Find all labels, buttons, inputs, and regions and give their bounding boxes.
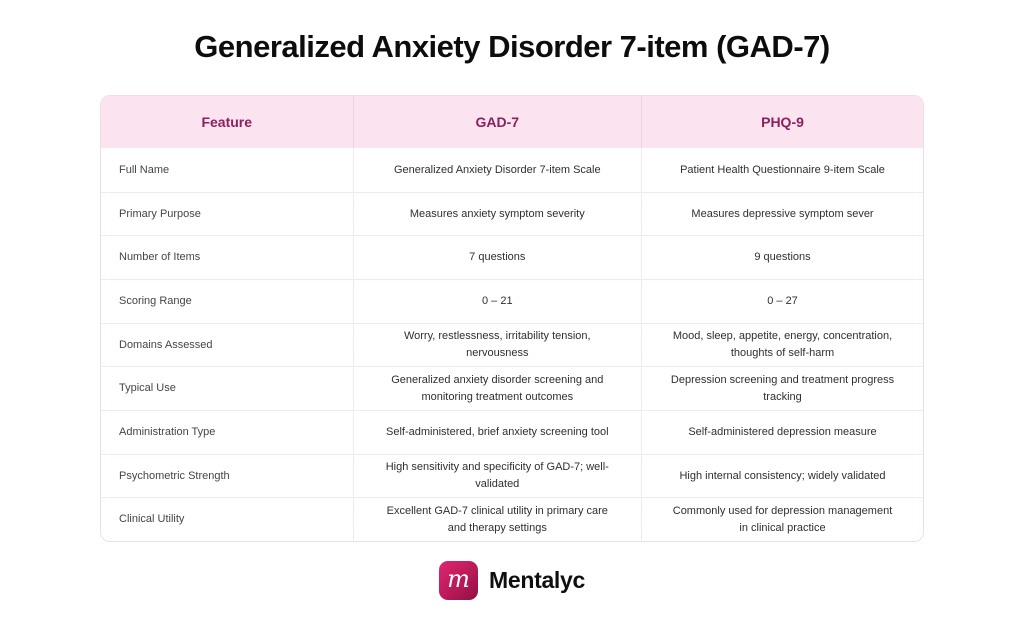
table-row [101, 497, 923, 541]
phq9-cell: 9 questions [641, 236, 923, 279]
row-label-cell: Scoring Range [119, 295, 192, 308]
row-label-cell: Full Name [119, 163, 170, 176]
column-header-feature: Feature [201, 114, 253, 130]
phq9-cell: 0 – 27 [641, 280, 923, 323]
page-title: Generalized Anxiety Disorder 7-item (GAD-7) [194, 29, 830, 64]
phq9-cell: Commonly used for depression management in clinical practice [641, 498, 923, 541]
row-label-cell: Administration Type [119, 426, 216, 439]
gad7-cell: Worry, restlessness, irritability tension, nervousness [353, 324, 642, 367]
gad7-cell: Self-administered, brief anxiety screening tool [353, 411, 642, 454]
gad7-cell: Generalized Anxiety Disorder 7-item Scale [353, 148, 642, 192]
table-row [101, 323, 923, 367]
row-label-cell: Psychometric Strength [119, 469, 230, 482]
gad7-cell: Measures anxiety symptom severity [353, 193, 642, 236]
table-header-row [101, 96, 923, 148]
row-label-cell: Primary Purpose [119, 207, 201, 220]
phq9-cell: Mood, sleep, appetite, energy, concentration, thoughts of self-harm [641, 324, 923, 367]
table-row [101, 454, 923, 498]
column-header-gad7: GAD-7 [353, 96, 642, 148]
gad7-cell: Generalized anxiety disorder screening and monitoring treatment outcomes [353, 367, 642, 410]
phq9-cell: High internal consistency; widely validated [641, 455, 923, 498]
gad7-cell: Excellent GAD-7 clinical utility in primary care and therapy settings [353, 498, 642, 541]
mentalyc-logo-icon [439, 561, 478, 600]
table-row [101, 235, 923, 279]
brand-name: Mentalyc [488, 567, 586, 593]
footer-brand [0, 561, 1024, 600]
table-row [101, 279, 923, 323]
gad7-cell: 0 – 21 [353, 280, 642, 323]
row-label-cell: Typical Use [119, 382, 176, 395]
phq9-cell: Measures depressive symptom sever [641, 193, 923, 236]
table-row [101, 366, 923, 410]
table-row [101, 192, 923, 236]
row-label-cell: Domains Assessed [119, 338, 213, 351]
gad7-cell: High sensitivity and specificity of GAD-7; well-validated [353, 455, 642, 498]
comparison-table [100, 95, 924, 542]
logo-monogram: m [447, 564, 470, 593]
table-row [101, 410, 923, 454]
column-header-phq9: PHQ-9 [641, 96, 923, 148]
phq9-cell: Self-administered depression measure [641, 411, 923, 454]
phq9-cell: Depression screening and treatment progress tracking [641, 367, 923, 410]
phq9-cell: Patient Health Questionnaire 9-item Scale [641, 148, 923, 192]
gad7-cell: 7 questions [353, 236, 642, 279]
table-row [101, 148, 923, 192]
row-label-cell: Number of Items [119, 251, 201, 264]
table-body [101, 148, 923, 541]
row-label-cell: Clinical Utility [119, 513, 185, 526]
